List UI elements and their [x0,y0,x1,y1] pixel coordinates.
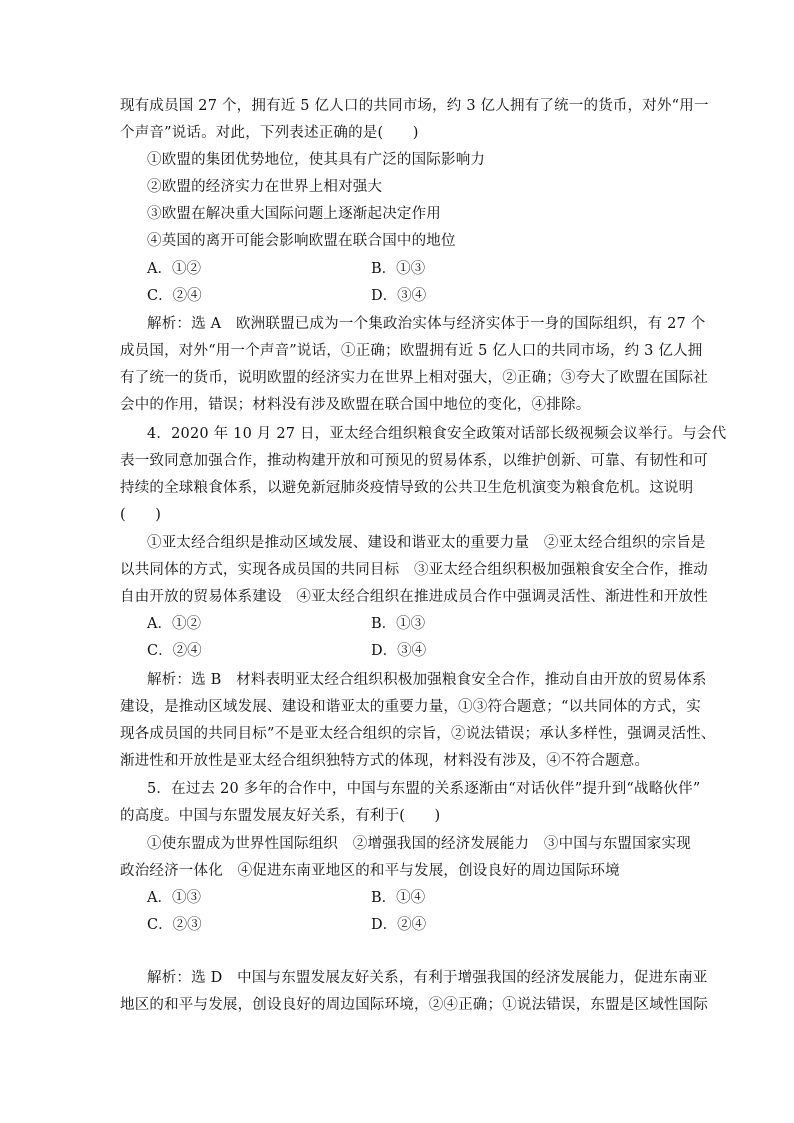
q3-option-c: C．②④ [147,288,202,304]
q4-statements-line-3: 自由开放的贸易体系建设 ④亚太经合组织在推进成员合作中强调灵活性、渐进性和开放性 [120,589,708,605]
q3-stem-line-2: 个声音”说话。对此，下列表述正确的是( ) [120,125,419,141]
q4-option-c: C．②④ [147,643,202,659]
q5-option-c: C．②③ [147,917,202,933]
q5-statements-line-1: ①使东盟成为世界性国际组织 ②增强我国的经济发展能力 ③中国与东盟国家实现 [147,836,691,852]
q4-analysis-line-1: 解析：选 B 材料表明亚太经合组织积极加强粮食安全合作，推动自由开放的贸易体系 [147,672,707,688]
q5-stem-line-1: 5．在过去 20 多年的合作中，中国与东盟的关系逐渐由“对话伙伴”提升到“战略伙伴” [147,781,701,797]
q5-option-a: A．①③ [147,890,201,906]
q3-statement-1: ①欧盟的集团优势地位，使其具有广泛的国际影响力 [147,152,486,168]
q3-statement-4: ④英国的离开可能会影响欧盟在联合国中的地位 [147,233,456,249]
q3-stem-line-1: 现有成员国 27 个，拥有近 5 亿人口的共同市场，约 3 亿人拥有了统一的货币，对外“用一 [120,98,709,114]
q5-analysis-line-2: 地区的和平与发展，创设良好的周边国际环境，②④正确；①说法错误，东盟是区域性国际 [120,997,708,1013]
q4-stem-line-4: ( ) [120,507,162,523]
q5-option-d: D．②④ [371,917,427,933]
q4-analysis-line-2: 建设，是推动区域发展、建设和谐亚太的重要力量，①③符合题意；“以共同体的方式，实 [120,699,701,715]
q4-statements-line-2: 以共同体的方式，实现各成员国的共同目标 ③亚太经合组织积极加强粮食安全合作，推动 [120,562,708,578]
q4-stem-line-2: 表一致同意加强合作，推动构建开放和可预见的贸易体系，以维护创新、可靠、有韧性和可 [120,453,708,469]
q5-statements-line-2: 政治经济一体化 ④促进东南亚地区的和平与发展，创设良好的周边国际环境 [120,863,620,879]
q4-stem-line-3: 持续的全球粮食体系，以避免新冠肺炎疫情导致的公共卫生危机演变为粮食危机。这说明 [120,480,694,496]
q3-analysis-line-2: 成员国，对外“用一个声音”说话，①正确；欧盟拥有近 5 亿人口的共同市场，约 3 亿人拥 [120,343,703,359]
q4-analysis-line-3: 现各成员国的共同目标”不是亚太经合组织的宗旨，②说法错误；承认多样性，强调灵活性、 [120,726,716,742]
q4-option-d: D．③④ [371,643,427,659]
q3-option-a: A．①② [147,261,201,277]
q3-option-d: D．③④ [371,288,427,304]
q3-statement-2: ②欧盟的经济实力在世界上相对强大 [147,179,383,195]
q3-option-b: B．①③ [371,261,426,277]
q4-statements-line-1: ①亚太经合组织是推动区域发展、建设和谐亚太的重要力量 ②亚太经合组织的宗旨是 [147,535,706,551]
q3-analysis-line-3: 有了统一的货币，说明欧盟的经济实力在世界上相对强大，②正确；③夸大了欧盟在国际社 [120,370,708,386]
q5-option-b: B．①④ [371,890,426,906]
q5-stem-line-2: 的高度。中国与东盟发展友好关系，有利于( ) [120,808,441,824]
q3-statement-3: ③欧盟在解决重大国际问题上逐渐起决定作用 [147,206,441,222]
q4-analysis-line-4: 渐进性和开放性是亚太经合组织独特方式的体现，材料没有涉及，④不符合题意。 [120,753,650,769]
q4-stem-line-1: 4．2020 年 10 月 27 日，亚太经合组织粮食安全政策对话部长级视频会议举行。与会代 [147,426,727,442]
q3-analysis-line-1: 解析：选 A 欧洲联盟已成为一个集政治实体与经济实体于一身的国际组织，有 27 个 [147,316,706,332]
q3-analysis-line-4: 会中的作用，错误；材料没有涉及欧盟在联合国中地位的变化，④排除。 [120,397,591,413]
q4-option-a: A．①② [147,616,201,632]
q5-analysis-line-1: 解析：选 D 中国与东盟发展友好关系，有利于增强我国的经济发展能力，促进东南亚 [147,970,708,986]
q4-option-b: B．①③ [371,616,426,632]
